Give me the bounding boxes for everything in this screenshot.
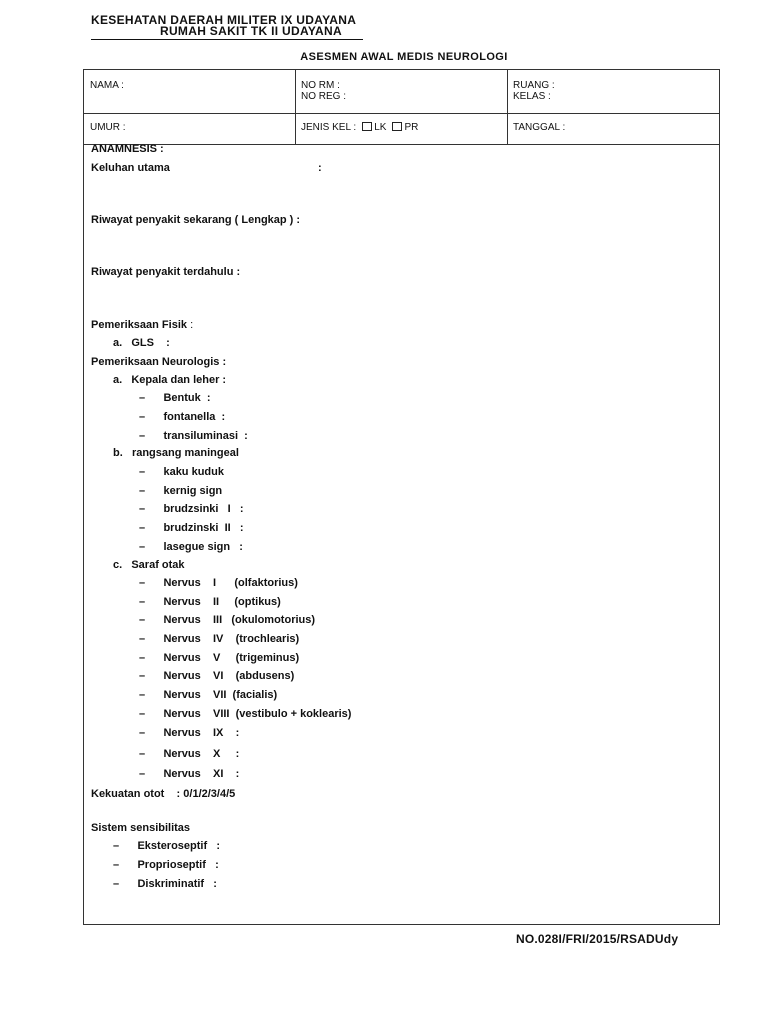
row-divider-1 bbox=[84, 113, 719, 114]
header-line1: KESEHATAN DAERAH MILITER IX UDAYANA bbox=[91, 13, 357, 27]
header-underline bbox=[91, 39, 363, 40]
proprioseptif-item: – Proprioseptif : bbox=[113, 859, 219, 871]
diskriminatif-item: – Diskriminatif : bbox=[113, 878, 217, 890]
col-divider-1 bbox=[295, 70, 296, 144]
tanggal-label: TANGGAL : bbox=[513, 122, 566, 133]
nervus-2-item: – Nervus II (optikus) bbox=[139, 596, 281, 608]
pemeriksaan-fisik-text: Pemeriksaan Fisik bbox=[91, 319, 188, 331]
sistem-sensibilitas-label: Sistem sensibilitas bbox=[91, 822, 191, 834]
lk-checkbox[interactable] bbox=[362, 122, 372, 131]
anamnesis-heading: ANAMNESIS : bbox=[91, 143, 164, 155]
eksteroseptif-item: – Eksteroseptif : bbox=[113, 840, 220, 852]
pemeriksaan-fisik-colon: : bbox=[187, 319, 194, 331]
kernig-sign-item: – kernig sign bbox=[139, 485, 223, 497]
kaku-kuduk-item: – kaku kuduk bbox=[139, 466, 224, 478]
nervus-1-item: – Nervus I (olfaktorius) bbox=[139, 577, 298, 589]
umur-label: UMUR : bbox=[90, 122, 126, 133]
keluhan-utama-label: Keluhan utama bbox=[91, 162, 170, 174]
col-divider-2 bbox=[507, 70, 508, 144]
pr-label: PR bbox=[404, 122, 419, 133]
form-title: ASESMEN AWAL MEDIS NEUROLOGI bbox=[300, 51, 508, 63]
transiluminasi-item: – transiluminasi : bbox=[139, 430, 248, 442]
lasegue-sign-item: – lasegue sign : bbox=[139, 541, 243, 553]
saraf-otak-label: c. Saraf otak bbox=[113, 559, 185, 571]
brudzinski-2-item: – brudzinski II : bbox=[139, 522, 244, 534]
nervus-10-item: – Nervus X : bbox=[139, 748, 240, 760]
riwayat-dahulu-label: Riwayat penyakit terdahulu : bbox=[91, 266, 241, 278]
nervus-9-item: – Nervus IX : bbox=[139, 727, 240, 739]
gls-label: a. GLS : bbox=[113, 337, 170, 349]
nervus-4-item: – Nervus IV (trochlearis) bbox=[139, 633, 300, 645]
lk-label: LK bbox=[374, 122, 387, 133]
form-number: NO.028I/FRI/2015/RSADUdy bbox=[516, 932, 679, 946]
nama-label: NAMA : bbox=[90, 80, 124, 91]
nervus-8-item: – Nervus VIII (vestibulo + koklearis) bbox=[139, 708, 352, 720]
jenis-kel-field bbox=[301, 122, 418, 133]
rangsang-maningeal-label: b. rangsang maningeal bbox=[113, 447, 239, 459]
nervus-7-item: – Nervus VII (facialis) bbox=[139, 689, 278, 701]
nervus-11-item: – Nervus XI : bbox=[139, 768, 240, 780]
pemeriksaan-neurologis-label: Pemeriksaan Neurologis : bbox=[91, 356, 227, 368]
kekuatan-otot-label: Kekuatan otot : 0/1/2/3/4/5 bbox=[91, 788, 236, 800]
kelas-label: KELAS : bbox=[513, 91, 551, 102]
no-rm-label: NO RM : bbox=[301, 80, 340, 91]
row-divider-2 bbox=[84, 144, 719, 145]
jenis-kel-label: JENIS KEL : bbox=[301, 122, 357, 133]
nervus-5-item: – Nervus V (trigeminus) bbox=[139, 652, 300, 664]
pr-checkbox[interactable] bbox=[392, 122, 402, 131]
brudzsinki-1-item: – brudzsinki I : bbox=[139, 503, 244, 515]
kepala-leher-label: a. Kepala dan leher : bbox=[113, 374, 227, 386]
nervus-6-item: – Nervus VI (abdusens) bbox=[139, 670, 295, 682]
header-line2: RUMAH SAKIT TK II UDAYANA bbox=[160, 24, 342, 38]
bentuk-item: – Bentuk : bbox=[139, 392, 211, 404]
ruang-label: RUANG : bbox=[513, 80, 555, 91]
no-reg-label: NO REG : bbox=[301, 91, 347, 102]
riwayat-sekarang-label: Riwayat penyakit sekarang ( Lengkap ) : bbox=[91, 214, 301, 226]
fontanella-item: – fontanella : bbox=[139, 411, 226, 423]
nervus-3-item: – Nervus III (okulomotorius) bbox=[139, 614, 316, 626]
pemeriksaan-fisik-label bbox=[91, 319, 193, 331]
keluhan-utama-colon: : bbox=[318, 162, 322, 174]
